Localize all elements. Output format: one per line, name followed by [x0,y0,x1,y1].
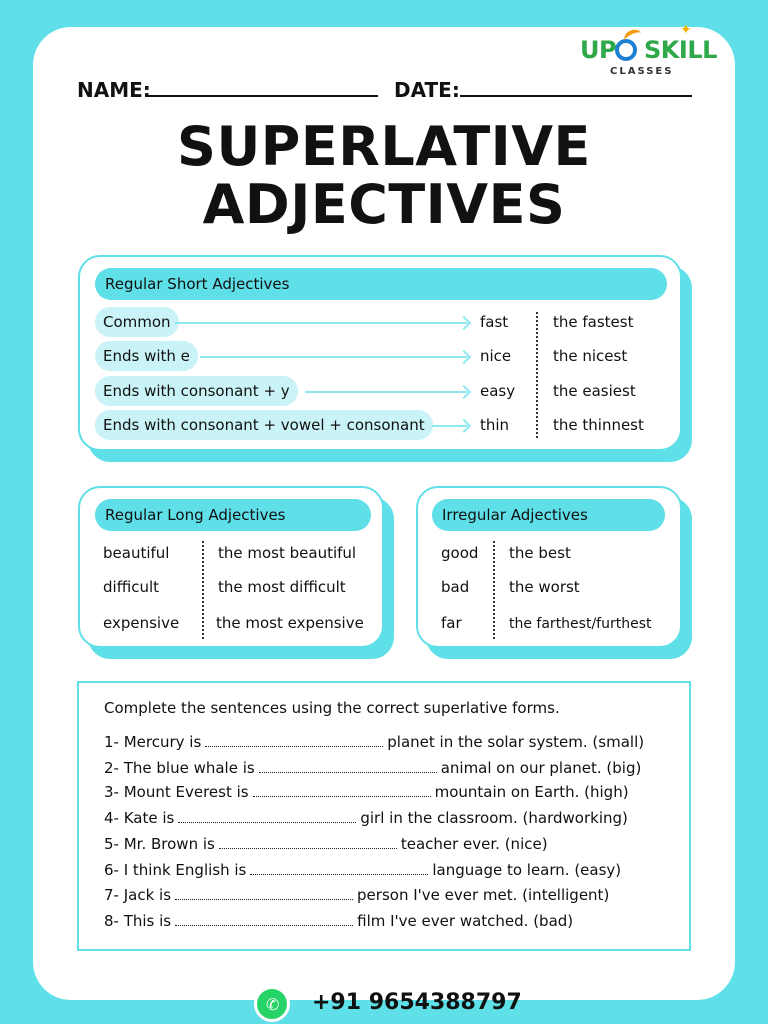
long-superlative: the most beautiful [218,544,357,562]
short-rule-pill: Ends with consonant + y [95,376,298,406]
exercise-item-end: animal on our planet. (big) [440,759,642,777]
exercise-item-end: mountain on Earth. (high) [434,783,629,801]
exercise-item-end: person I've ever met. (intelligent) [357,886,610,904]
page-title-line1: SUPERLATIVE [177,115,591,178]
short-base-word: thin [480,416,510,434]
exercise-item-start: 5- Mr. Brown is [104,835,215,853]
short-rule-pill: Common [95,307,179,337]
exercise-item [104,807,628,829]
exercise-item-end: planet in the solar system. (small) [387,733,645,751]
answer-blank[interactable] [175,917,353,926]
short-superlative: the nicest [553,347,628,365]
exercise-item-end: teacher ever. (nice) [400,835,548,853]
long-base-word: beautiful [103,544,170,562]
regular-short-heading: Regular Short Adjectives [95,268,667,300]
exercise-item [104,731,644,753]
exercise-item-end: language to learn. (easy) [432,861,622,879]
exercise-item [104,910,573,932]
long-base-word: expensive [103,614,180,632]
short-base-word: fast [480,313,509,331]
exercise-item [104,757,641,779]
short-base-word: nice [480,347,512,365]
long-superlative: the most expensive [216,614,364,632]
column-divider [536,312,538,438]
exercise-item-start: 1- Mercury is [104,733,202,751]
exercise-item-start: 7- Jack is [104,886,172,904]
answer-blank[interactable] [205,738,383,747]
logo-star-icon: ✦ [680,22,692,38]
answer-blank[interactable] [219,840,397,849]
irregular-superlative: the best [509,544,571,562]
short-rule-pill: Ends with e [95,341,198,371]
short-superlative: the easiest [553,382,636,400]
whatsapp-icon[interactable]: ✆ [254,986,290,1022]
arrow-icon [305,391,467,393]
logo-up-text: UP [580,36,617,64]
arrow-icon [200,356,467,358]
date-label: DATE: [394,78,460,102]
exercise-instruction: Complete the sentences using the correct superlative forms. [104,699,560,717]
exercise-item-start: 6- I think English is [104,861,247,879]
logo-classes-text: CLASSES [610,66,674,77]
exercise-item-end: film I've ever watched. (bad) [357,912,574,930]
exercise-item-end: girl in the classroom. (hardworking) [360,809,628,827]
short-base-word: easy [480,382,516,400]
short-superlative: the fastest [553,313,634,331]
irregular-superlative: the worst [509,578,580,596]
irregular-heading: Irregular Adjectives [432,499,665,531]
upskill-logo [580,22,740,82]
name-label: NAME: [77,78,151,102]
answer-blank[interactable] [250,866,428,875]
phone-number[interactable]: +91 9654388797 [312,990,522,1015]
arrow-icon [175,322,467,324]
column-divider [202,541,204,639]
irregular-base-word: far [441,614,462,632]
exercise-item-start: 3- Mount Everest is [104,783,249,801]
regular-long-heading: Regular Long Adjectives [95,499,371,531]
short-superlative: the thinnest [553,416,644,434]
irregular-base-word: good [441,544,479,562]
answer-blank[interactable] [259,764,437,773]
exercise-item [104,833,548,855]
long-superlative: the most difficult [218,578,346,596]
arrow-icon [432,425,467,427]
exercise-item [104,781,629,803]
answer-blank[interactable] [253,788,431,797]
exercise-item [104,884,609,906]
date-field[interactable] [460,95,692,97]
exercise-item-start: 8- This is [104,912,172,930]
exercise-item-start: 4- Kate is [104,809,175,827]
exercise-item [104,859,621,881]
irregular-base-word: bad [441,578,470,596]
name-field[interactable] [146,95,378,97]
exercise-item-start: 2- The blue whale is [104,759,255,777]
irregular-superlative: the farthest/furthest [509,616,652,632]
answer-blank[interactable] [175,891,353,900]
column-divider [493,541,495,639]
answer-blank[interactable] [178,814,356,823]
logo-skill-text: SKILL [644,36,717,64]
short-rule-pill: Ends with consonant + vowel + consonant [95,410,433,440]
exercise-box [77,681,691,951]
long-base-word: difficult [103,578,159,596]
page-title-line2: ADJECTIVES [202,173,566,236]
